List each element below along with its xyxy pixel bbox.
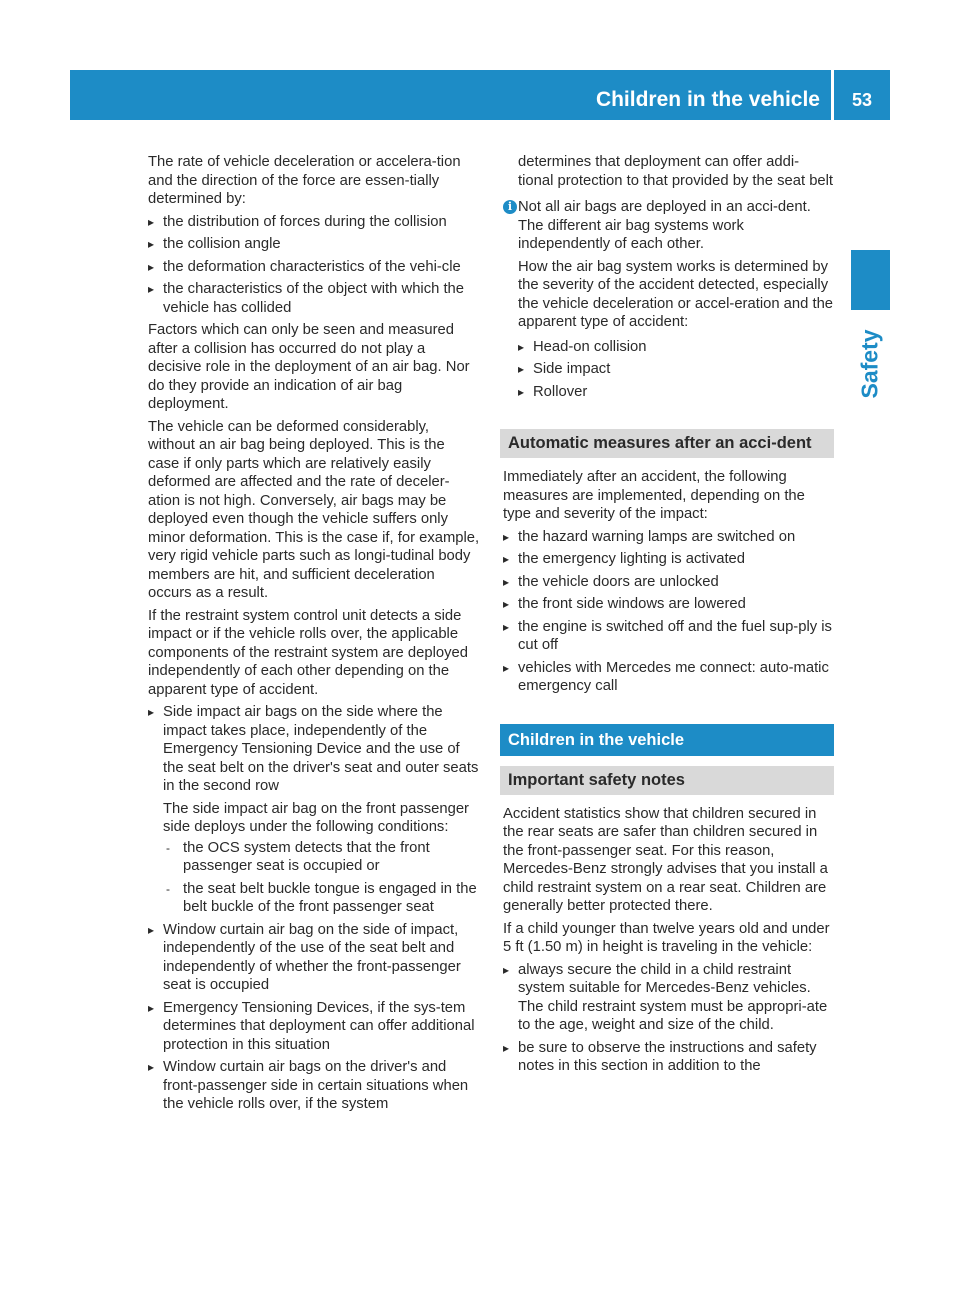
paragraph: The rate of vehicle deceleration or accelera-tion and the direction of the force are essen-tially determined by:: [148, 154, 461, 207]
page-title: Children in the vehicle: [595, 88, 820, 111]
right-column: [503, 153, 834, 1080]
left-column: [148, 153, 480, 1118]
chapter-heading: Children in the vehicle: [500, 724, 834, 756]
paragraph: If a child younger than twelve years old and under 5 ft (1.50 m) in height is traveling in the vehicle:: [503, 920, 830, 955]
list-item: ▸ the collision angle: [148, 235, 480, 254]
paragraph: The vehicle can be deformed considerably, without an air bag being deployed. This is the case if only parts which are relatively easily deformed are affected and the rate of deceler-ation is not high. Conversely, air bags may be deployed even though the vehicle suffers only minor deformation. This is the case if, for example, very rigid vehicle parts such as longi-tudinal body members are hit, and sufficient deceleration occurs as a result.: [148, 418, 480, 601]
info-note: [503, 198, 834, 401]
accident-types-list: [518, 338, 834, 402]
paragraph: The side impact air bag on the front passenger side deploys under the following conditions:: [163, 800, 469, 835]
list-item: ▸ vehicles with Mercedes me connect: auto-matic emergency call: [503, 659, 834, 696]
paragraph: determines that deployment can offer addi-tional protection to that provided by the seat belt: [518, 154, 834, 189]
section-tab-label: Safety: [856, 329, 883, 399]
child-rules-list: [503, 961, 834, 1076]
section-heading: Automatic measures after an acci-dent: [500, 429, 834, 458]
page-number: 53: [851, 90, 873, 110]
paragraph: Accident statistics show that children secured in the rear seats are safer than children secured in the front-passenger seat. For this reason, Mercedes-Benz strongly advises that you install a child restraint system on a rear seat. Children are generally better protected there.: [503, 805, 828, 914]
list-item: ▸ the vehicle doors are unlocked: [503, 573, 834, 592]
list-item: ▸ Window curtain air bags on the driver's and front-passenger side in certain situations when the vehicle rolls over, if the system: [148, 1058, 480, 1114]
list-item-text: Side impact air bags on the side where the impact takes place, independently of the Emergency Tensioning Device and the use of the seat belt on the driver's seat and outer seats in the second row: [163, 704, 479, 794]
paragraph: Immediately after an accident, the following measures are implemented, depending on the type and severity of the impact:: [503, 469, 805, 522]
list-item: ▸ the deformation characteristics of the vehi-cle: [148, 258, 480, 277]
paragraph: Factors which can only be seen and measured after a collision has occurred do not play a decisive role in the deployment of an air bag. Nor do they provide an indication of air bag deployment.: [148, 322, 470, 412]
list-item: - the seat belt buckle tongue is engaged in the belt buckle of the front passenger seat: [163, 880, 480, 917]
list-item: ▸ be sure to observe the instructions and safety notes in this section in addition to the: [503, 1039, 834, 1076]
list-item: ▸ Emergency Tensioning Devices, if the sys-tem determines that deployment can offer additional protection in this situation: [148, 999, 480, 1055]
list-item: ▸ the front side windows are lowered: [503, 595, 834, 614]
list-item: ▸ Window curtain air bag on the side of impact, independently of the use of the seat belt and independently of whether the front-passenger seat is occupied: [148, 921, 480, 995]
info-icon: i: [503, 200, 517, 214]
section-heading: Important safety notes: [500, 766, 834, 795]
measures-list: [503, 528, 834, 696]
list-item: - the OCS system detects that the front passenger seat is occupied or: [163, 839, 480, 876]
list-item: ▸ the distribution of forces during the collision: [148, 213, 480, 232]
list-item: [148, 703, 480, 917]
list-item: ▸ Rollover: [518, 383, 834, 402]
list-item: ▸ the emergency lighting is activated: [503, 550, 834, 569]
header-bar: [70, 70, 890, 120]
list-item: ▸ always secure the child in a child restraint system suitable for Mercedes-Benz vehicles. The child restraint system must be appropri-ate to the age, weight and size of the child.: [503, 961, 834, 1035]
list-item: ▸ the characteristics of the object with which the vehicle has collided: [148, 280, 480, 317]
paragraph: How the air bag system works is determined by the severity of the accident detected, especially the vehicle deceleration or accel-eration and the apparent type of accident:: [518, 258, 834, 330]
paragraph: Not all air bags are deployed in an acci-dent. The different air bag systems work independently of each other.: [518, 199, 811, 252]
conditions-list: [163, 839, 480, 917]
list-item: ▸ the hazard warning lamps are switched on: [503, 528, 834, 547]
section-tab-marker: [851, 250, 890, 310]
list-item: ▸ the engine is switched off and the fuel sup-ply is cut off: [503, 618, 834, 655]
list-item: ▸ Side impact: [518, 360, 834, 379]
list-item: ▸ Head-on collision: [518, 338, 834, 357]
components-list: [148, 703, 480, 1114]
paragraph: If the restraint system control unit detects a side impact or if the vehicle rolls over, the applicable components of the restraint system are deployed independently of each other depending on the apparent type of accident.: [148, 607, 468, 698]
factors-list: [148, 213, 480, 318]
